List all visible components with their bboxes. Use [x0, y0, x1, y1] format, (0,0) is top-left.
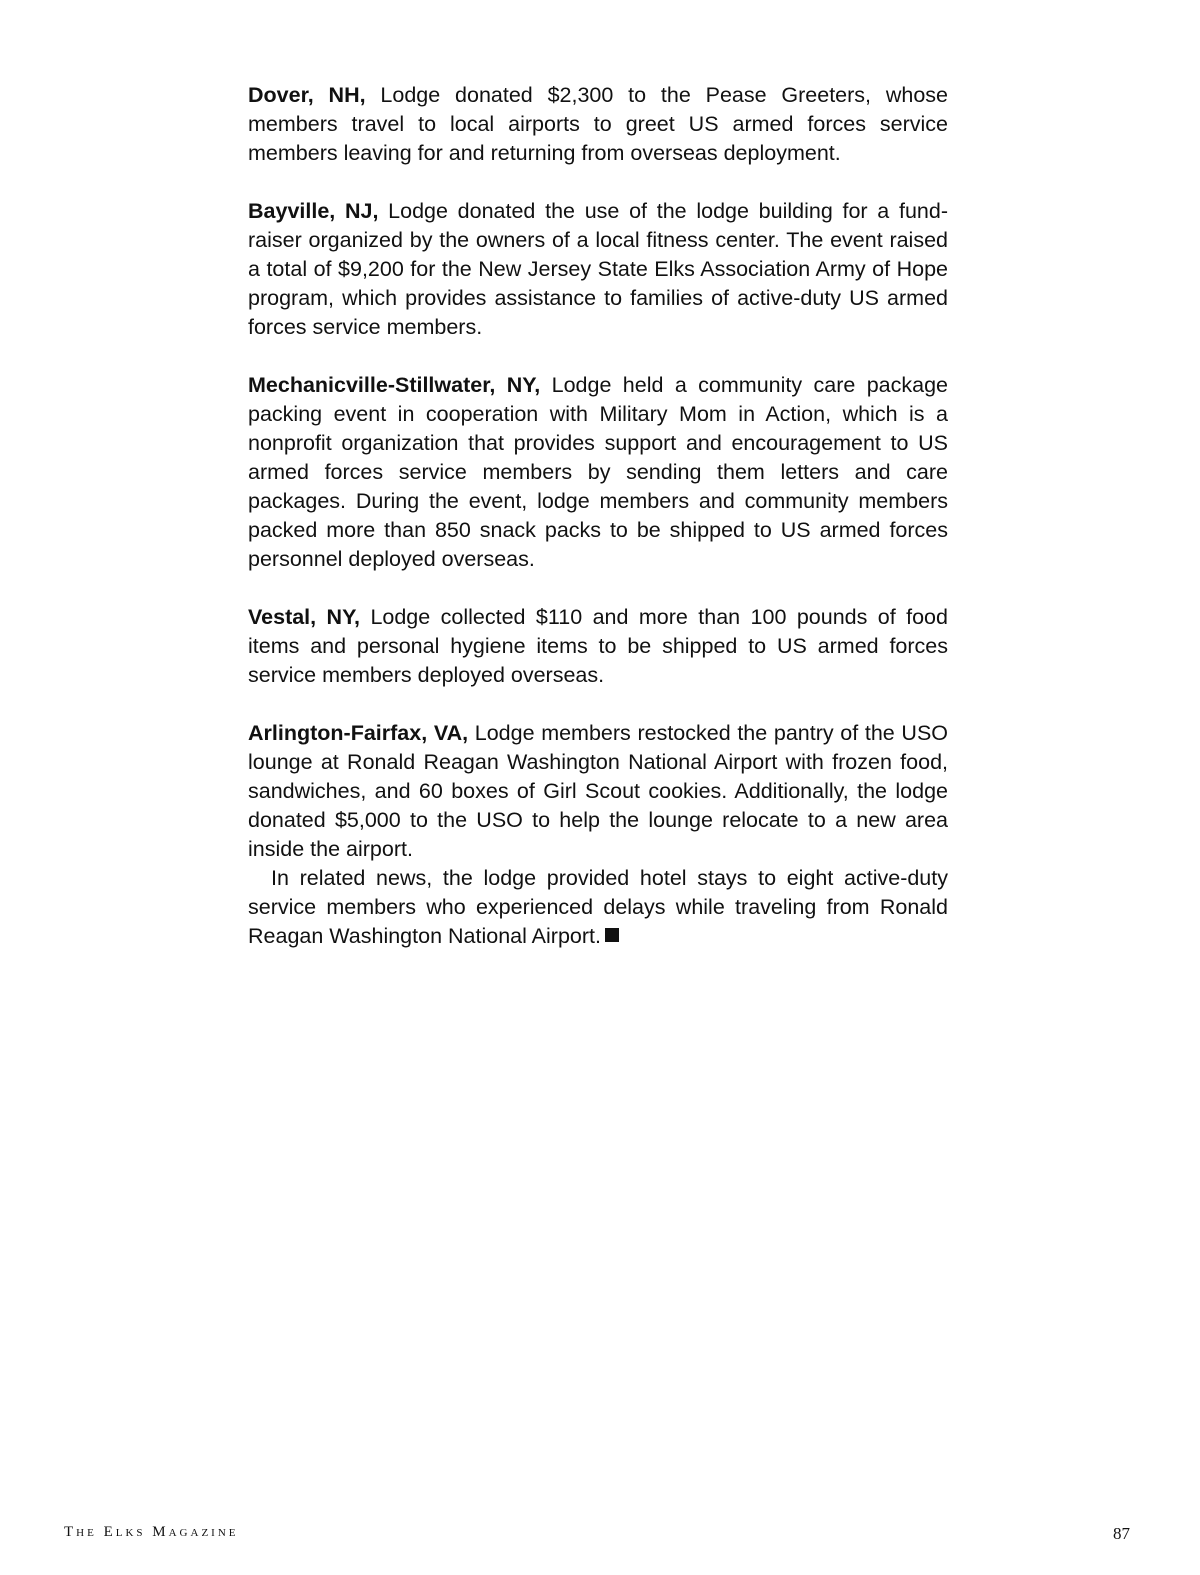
page-number: 87 [1113, 1524, 1130, 1543]
page-footer [64, 1524, 1130, 1548]
entry-place: Mechanicville-Stillwater, NY, [248, 373, 541, 397]
article-column [248, 81, 948, 951]
entry-vestal [248, 603, 948, 690]
entry-paragraph [248, 719, 948, 864]
entry-place: Vestal, NY, [248, 605, 361, 629]
entry-text: Lodge donated the use of the lodge building for a fundraiser organized by the owners of a local fitness center. The event raised a total of $9,200 for the New Jersey State Elks Association Army of Hope program, which provides assistance to families of active-duty US armed forces service members. [248, 199, 948, 339]
entry-text: Lodge donated $2,300 to the Pease Greeters, whose members travel to local airports to greet US armed forces service members leaving for and returning from overseas deployment. [248, 83, 948, 165]
end-of-article-square-icon [605, 928, 619, 942]
entry-text: Lodge collected $110 and more than 100 pounds of food items and personal hygiene items to be shipped to US armed forces service members deployed overseas. [248, 605, 948, 687]
entry-place: Dover, NH, [248, 83, 366, 107]
entry-dover [248, 81, 948, 168]
entry-paragraph-continued [248, 864, 948, 951]
entry-place: Arlington-Fairfax, VA, [248, 721, 469, 745]
entry-mechanicville-stillwater [248, 371, 948, 574]
entry-text: Lodge held a community care package packing event in cooperation with Military Mom in Action, which is a nonprofit organization that provides support and encouragement to US armed forces service members by sending them letters and care packages. During the event, lodge members and community members packed more than 850 snack packs to be shipped to US armed forces personnel deployed overseas. [248, 373, 949, 571]
magazine-name: The Elks Magazine [64, 1524, 239, 1540]
entry-arlington-fairfax [248, 719, 948, 951]
entry-place: Bayville, NJ, [248, 199, 379, 223]
entry-bayville [248, 197, 948, 342]
entry-text: Lodge members restocked the pantry of the USO lounge at Ronald Reagan Washington National Airport with frozen food, sandwiches, and 60 boxes of Girl Scout cookies. Additionally, the lodge donated $5,000 to the USO to help the lounge relocate to a new area inside the airport. [248, 721, 949, 861]
entry-text: In related news, the lodge provided hotel stays to eight active-duty service members who experienced delays while traveling from Ronald Reagan Washington National Airport. [248, 866, 948, 948]
